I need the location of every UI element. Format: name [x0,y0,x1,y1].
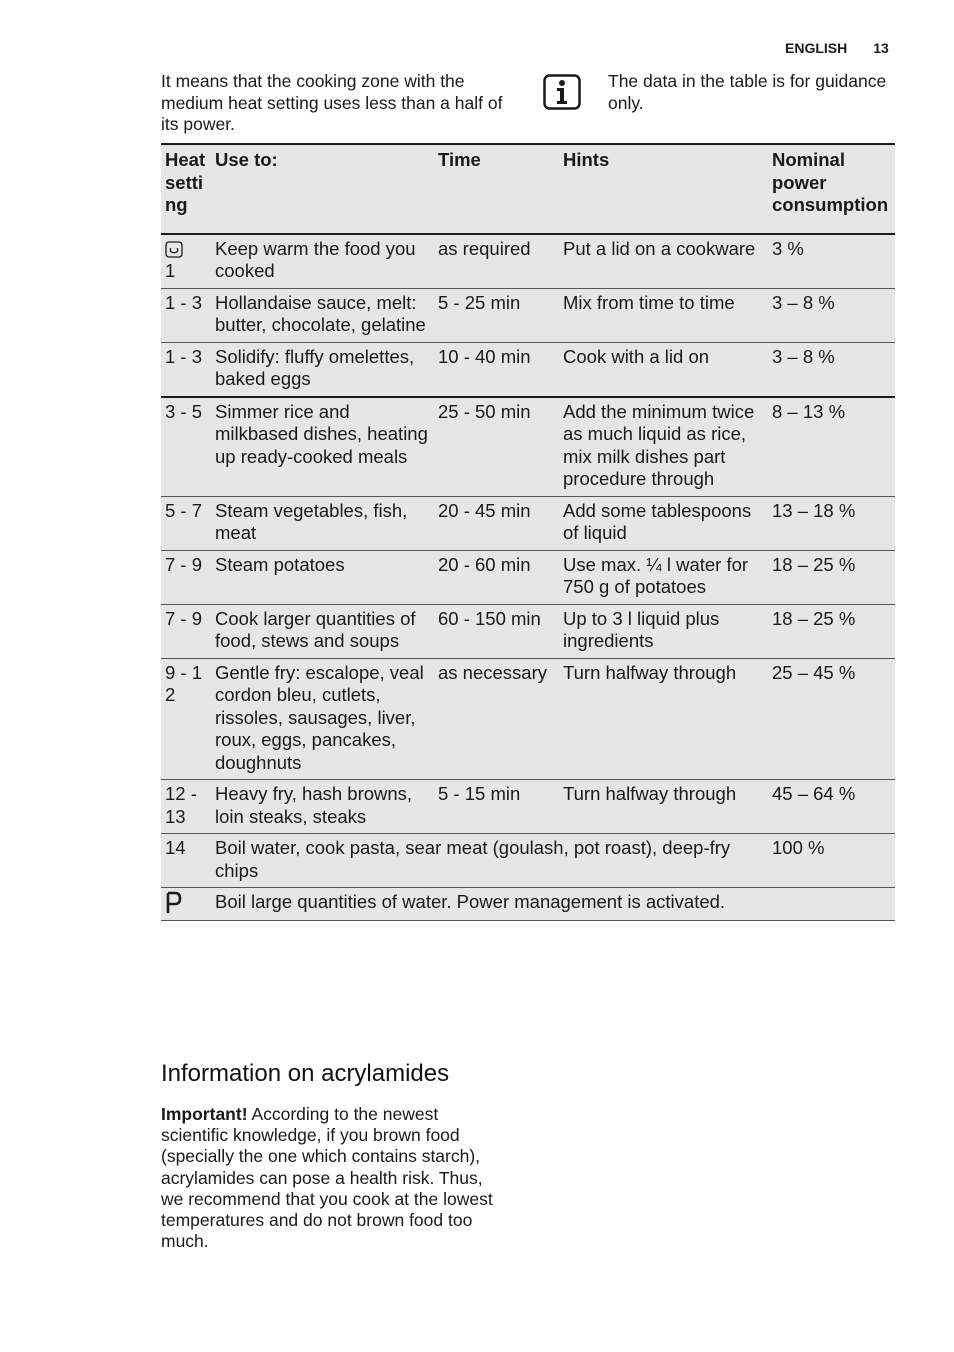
use-cell: Gentle fry: escalope, veal cordon bleu, cutlets, rissoles, sausages, liver, roux, eggs, pancakes, doughnuts [211,658,434,780]
time-cell: 25 - 50 min [434,397,559,497]
header-hints: Hints [559,144,768,234]
heat-cell: 5 - 7 [161,496,211,550]
keep-warm-icon [165,241,183,258]
time-cell: 5 - 25 min [434,288,559,342]
power-cell: 8 – 13 % [768,397,895,497]
table-row [161,780,895,834]
guidance-note: The data in the table is for guidance only. [608,71,887,113]
heat-cell: 14 [161,834,211,888]
table-header-row [161,144,895,234]
info-icon [543,74,581,110]
heat-setting-table [161,143,895,921]
table-row [161,234,895,289]
use-cell: Heavy fry, hash browns, loin steaks, steaks [211,780,434,834]
heat-cell: 12 - 13 [161,780,211,834]
time-cell: 20 - 45 min [434,496,559,550]
heat-cell: 7 - 9 [161,550,211,604]
hints-cell: Add some tablespoons of liquid [559,496,768,550]
table-row [161,550,895,604]
hints-cell: Mix from time to time [559,288,768,342]
table-row [161,342,895,397]
use-cell: Hollandaise sauce, melt: butter, chocolate, gelatine [211,288,434,342]
header-use-to: Use to: [211,144,434,234]
time-cell: 5 - 15 min [434,780,559,834]
power-cell: 45 – 64 % [768,780,895,834]
table-row [161,834,895,888]
page-number: 13 [873,40,889,56]
power-cell: 25 – 45 % [768,658,895,780]
language-label: ENGLISH [785,40,848,56]
table-row [161,888,895,921]
acrylamides-paragraph [161,1104,501,1252]
heat-cell: 1 - 3 [161,342,211,397]
header-time: Time [434,144,559,234]
table-row [161,496,895,550]
header-heat-setting: Heat setting [161,144,211,234]
intro-text: It means that the cooking zone with the medium heat setting uses less than a half of its power. [161,71,503,134]
use-cell: Boil water, cook pasta, sear meat (goulash, pot roast), deep-fry chips [211,834,768,888]
hints-cell: Up to 3 l liquid plus ingredients [559,604,768,658]
use-cell: Solidify: fluffy omelettes, baked eggs [211,342,434,397]
power-cell: 100 % [768,834,895,888]
heat-cell: 7 - 9 [161,604,211,658]
acrylamides-text: According to the newest scientific knowledge, if you brown food (specially the one which contains starch), acrylamides can pose a health risk. Thus, we recommend that you cook at the lowest temperatures and do not brown food too much. [161,1104,493,1252]
use-cell: Keep warm the food you cooked [211,234,434,289]
header-power: Nominal power consumption [768,144,895,234]
page-header [785,40,895,56]
use-cell: Simmer rice and milkbased dishes, heating up ready-cooked meals [211,397,434,497]
time-cell: as required [434,234,559,289]
heat-cell: 1 - 3 [161,288,211,342]
power-cell: 18 – 25 % [768,550,895,604]
heat-cell [161,234,211,289]
power-cell: 3 – 8 % [768,342,895,397]
time-cell: 10 - 40 min [434,342,559,397]
power-cell: 13 – 18 % [768,496,895,550]
section-title: Information on acrylamides [161,1060,450,1087]
table-row [161,397,895,497]
table-row [161,604,895,658]
heat-cell: 9 - 12 [161,658,211,780]
time-cell: 60 - 150 min [434,604,559,658]
heat-cell [161,888,211,921]
use-cell: Boil large quantities of water. Power management is activated. [211,888,895,921]
power-cell: 3 % [768,234,895,289]
table-row [161,658,895,780]
heat-cell: 3 - 5 [161,397,211,497]
use-cell: Cook larger quantities of food, stews and soups [211,604,434,658]
important-label: Important! [161,1104,248,1124]
time-cell: as necessary [434,658,559,780]
power-cell: 3 – 8 % [768,288,895,342]
power-cell: 18 – 25 % [768,604,895,658]
hints-cell: Turn halfway through [559,658,768,780]
hints-cell: Cook with a lid on [559,342,768,397]
power-function-icon [165,891,183,915]
time-cell: 20 - 60 min [434,550,559,604]
hints-cell: Use max. ¼ l water for 750 g of potatoes [559,550,768,604]
hints-cell: Turn halfway through [559,780,768,834]
heat-value: 1 [165,260,176,281]
hints-cell: Add the minimum twice as much liquid as rice, mix milk dishes part procedure through [559,397,768,497]
hints-cell: Put a lid on a cookware [559,234,768,289]
use-cell: Steam potatoes [211,550,434,604]
table-row [161,288,895,342]
use-cell: Steam vegetables, fish, meat [211,496,434,550]
